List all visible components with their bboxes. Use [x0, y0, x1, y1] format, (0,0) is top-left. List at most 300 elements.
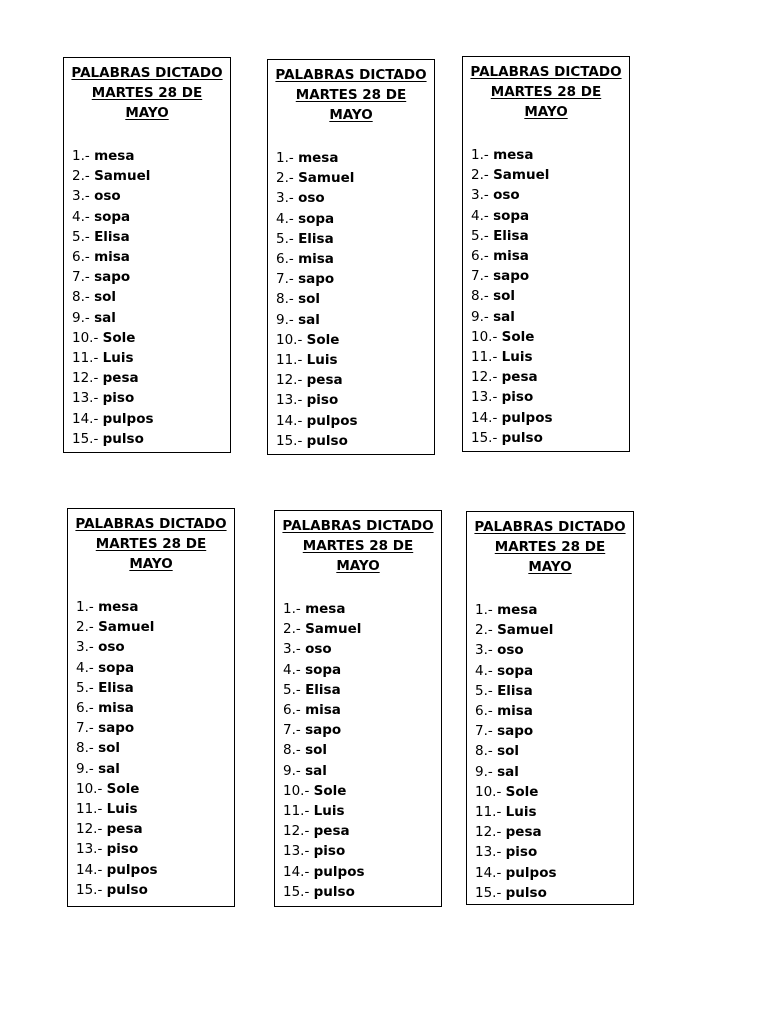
card-title-line-2: MARTES 28 DE [91, 85, 203, 101]
card-title-line-3: MAYO [329, 107, 373, 123]
item-number: 8.- [276, 291, 294, 308]
item-word: oso [305, 641, 332, 658]
item-number: 12.- [72, 370, 99, 387]
item-word: Elisa [497, 682, 533, 699]
list-item [76, 658, 158, 678]
item-word: pesa [102, 370, 139, 387]
item-word: pesa [106, 821, 143, 838]
list-item [76, 617, 158, 637]
item-number: 10.- [475, 783, 502, 800]
list-item [475, 701, 557, 721]
list-item [283, 761, 365, 781]
word-list [463, 145, 553, 448]
card-title [64, 58, 230, 123]
item-number: 4.- [475, 662, 493, 679]
list-item [72, 267, 154, 287]
item-number: 12.- [276, 372, 303, 389]
list-item [471, 367, 553, 387]
item-word: sol [305, 742, 327, 759]
item-number: 13.- [283, 843, 310, 860]
item-number: 3.- [76, 639, 94, 656]
item-word: oso [298, 190, 325, 207]
item-word: Luis [306, 352, 338, 369]
list-item [72, 328, 154, 348]
card-title-line-3: MAYO [336, 558, 380, 574]
list-item [283, 781, 365, 801]
dictation-card-4 [67, 508, 235, 907]
item-number: 1.- [72, 148, 90, 164]
list-item [276, 310, 358, 330]
list-item [471, 226, 553, 246]
item-word: sol [94, 289, 116, 306]
item-word: piso [501, 389, 534, 406]
item-number: 8.- [76, 740, 94, 757]
item-word: Sole [501, 328, 535, 345]
item-word: sapo [98, 720, 135, 737]
list-item [76, 779, 158, 799]
item-word: misa [94, 249, 130, 266]
list-item [475, 640, 557, 660]
card-title-line-2: MARTES 28 DE [302, 538, 414, 554]
item-word: sal [493, 308, 515, 325]
item-number: 13.- [72, 390, 99, 407]
item-number: 10.- [471, 328, 498, 345]
item-number: 7.- [475, 723, 493, 740]
item-number: 7.- [471, 268, 489, 285]
word-list [268, 148, 358, 451]
item-number: 12.- [283, 823, 310, 840]
item-word: oso [497, 642, 524, 659]
dictation-card-5 [274, 510, 442, 907]
item-number: 6.- [276, 251, 294, 268]
item-word: pulso [306, 432, 348, 449]
item-word: oso [493, 187, 520, 204]
list-item [283, 660, 365, 680]
list-item [276, 269, 358, 289]
item-word: Sole [313, 782, 347, 799]
card-title-line-3: MAYO [528, 559, 572, 575]
list-item [76, 637, 158, 657]
list-item [475, 842, 557, 862]
list-item [475, 741, 557, 761]
list-item [471, 246, 553, 266]
item-number: 10.- [276, 331, 303, 348]
item-number: 2.- [72, 168, 90, 185]
item-number: 5.- [72, 228, 90, 245]
list-item [76, 597, 158, 617]
list-item [283, 801, 365, 821]
list-item [72, 388, 154, 408]
dictation-card-2 [267, 59, 435, 455]
item-word: Luis [505, 804, 537, 821]
item-number: 2.- [276, 170, 294, 187]
list-item [72, 287, 154, 307]
item-word: Samuel [493, 167, 550, 184]
list-item [276, 390, 358, 410]
word-list [64, 146, 154, 449]
item-number: 3.- [72, 188, 90, 205]
item-word: sopa [497, 662, 534, 679]
item-word: sopa [94, 208, 131, 225]
list-item [76, 678, 158, 698]
item-word: Samuel [98, 619, 155, 636]
item-word: pulpos [102, 410, 154, 427]
item-number: 3.- [475, 642, 493, 659]
list-item [471, 266, 553, 286]
item-word: oso [98, 639, 125, 656]
item-word: sol [98, 740, 120, 757]
item-word: mesa [493, 147, 534, 163]
list-item [283, 720, 365, 740]
item-word: Sole [102, 329, 136, 346]
card-title [275, 511, 441, 576]
item-number: 6.- [76, 700, 94, 717]
card-title-line-1: PALABRAS DICTADO [71, 65, 223, 81]
item-number: 5.- [283, 681, 301, 698]
item-word: misa [493, 248, 529, 265]
list-item [276, 330, 358, 350]
item-word: Luis [313, 803, 345, 820]
item-word: sapo [94, 269, 131, 286]
card-title-line-3: MAYO [129, 556, 173, 572]
item-number: 14.- [471, 409, 498, 426]
item-number: 2.- [475, 622, 493, 639]
item-word: mesa [94, 148, 135, 164]
item-word: piso [106, 841, 139, 858]
card-title-line-2: MARTES 28 DE [494, 539, 606, 555]
item-number: 4.- [276, 210, 294, 227]
item-number: 10.- [76, 780, 103, 797]
item-number: 1.- [475, 602, 493, 618]
list-item [471, 307, 553, 327]
list-item [471, 347, 553, 367]
item-word: pulso [501, 429, 543, 446]
item-number: 12.- [76, 821, 103, 838]
card-title [463, 57, 629, 122]
item-number: 1.- [76, 599, 94, 615]
item-word: sopa [98, 659, 135, 676]
item-word: misa [98, 700, 134, 717]
item-number: 6.- [283, 702, 301, 719]
item-word: pulpos [306, 412, 358, 429]
item-word: oso [94, 188, 121, 205]
list-item [76, 799, 158, 819]
card-title-line-1: PALABRAS DICTADO [275, 67, 427, 83]
list-item [475, 620, 557, 640]
item-number: 9.- [276, 311, 294, 328]
list-item [475, 822, 557, 842]
item-word: pesa [306, 372, 343, 389]
item-word: misa [298, 251, 334, 268]
item-word: pulpos [505, 864, 557, 881]
item-word: Luis [501, 349, 533, 366]
card-title [68, 509, 234, 574]
item-word: sopa [298, 210, 335, 227]
list-item [475, 782, 557, 802]
item-number: 5.- [471, 227, 489, 244]
item-word: piso [313, 843, 346, 860]
item-word: sapo [305, 722, 342, 739]
item-number: 10.- [72, 329, 99, 346]
list-item [72, 227, 154, 247]
card-title-line-1: PALABRAS DICTADO [282, 518, 434, 534]
item-number: 14.- [276, 412, 303, 429]
item-word: mesa [98, 599, 139, 615]
item-number: 15.- [276, 432, 303, 449]
item-word: pesa [505, 824, 542, 841]
item-word: piso [505, 844, 538, 861]
list-item [283, 841, 365, 861]
item-number: 6.- [475, 703, 493, 720]
item-word: sal [305, 762, 327, 779]
item-number: 14.- [72, 410, 99, 427]
list-item [471, 165, 553, 185]
dictation-card-1 [63, 57, 231, 453]
list-item [276, 370, 358, 390]
list-item [475, 600, 557, 620]
list-item [475, 802, 557, 822]
list-item [475, 681, 557, 701]
item-number: 5.- [475, 682, 493, 699]
item-word: sol [298, 291, 320, 308]
word-list [68, 597, 158, 900]
list-item [76, 759, 158, 779]
item-number: 4.- [76, 659, 94, 676]
item-number: 5.- [76, 679, 94, 696]
list-item [283, 700, 365, 720]
item-word: Sole [505, 783, 539, 800]
item-word: pulso [106, 881, 148, 898]
item-number: 12.- [471, 369, 498, 386]
list-item [276, 431, 358, 451]
item-number: 9.- [283, 762, 301, 779]
list-item [76, 698, 158, 718]
item-number: 3.- [471, 187, 489, 204]
list-item [72, 409, 154, 429]
item-word: sapo [497, 723, 534, 740]
list-item [475, 661, 557, 681]
item-number: 14.- [475, 864, 502, 881]
item-number: 6.- [471, 248, 489, 265]
item-number: 6.- [72, 249, 90, 266]
word-list [467, 600, 557, 903]
item-word: piso [102, 390, 135, 407]
list-item [276, 289, 358, 309]
item-number: 15.- [72, 430, 99, 447]
card-title-line-2: MARTES 28 DE [295, 87, 407, 103]
item-word: mesa [305, 601, 346, 617]
list-item [276, 209, 358, 229]
item-number: 4.- [283, 661, 301, 678]
item-number: 13.- [471, 389, 498, 406]
list-item [283, 619, 365, 639]
item-number: 14.- [76, 861, 103, 878]
item-word: sol [497, 743, 519, 760]
item-number: 1.- [471, 147, 489, 163]
item-number: 9.- [76, 760, 94, 777]
item-word: Elisa [298, 230, 334, 247]
item-number: 11.- [276, 352, 303, 369]
list-item [471, 185, 553, 205]
item-word: pulpos [313, 863, 365, 880]
item-number: 15.- [283, 883, 310, 900]
list-item [283, 862, 365, 882]
item-number: 14.- [283, 863, 310, 880]
dictation-card-3 [462, 56, 630, 452]
list-item [72, 429, 154, 449]
item-number: 9.- [471, 308, 489, 325]
list-item [72, 247, 154, 267]
item-number: 3.- [276, 190, 294, 207]
list-item [72, 207, 154, 227]
item-number: 8.- [475, 743, 493, 760]
list-item [276, 229, 358, 249]
card-title-line-1: PALABRAS DICTADO [474, 519, 626, 535]
item-number: 7.- [283, 722, 301, 739]
item-word: sapo [298, 271, 335, 288]
item-word: misa [305, 702, 341, 719]
word-list [275, 599, 365, 902]
item-number: 7.- [276, 271, 294, 288]
item-word: Elisa [305, 681, 341, 698]
item-number: 13.- [76, 841, 103, 858]
list-item [283, 599, 365, 619]
item-word: Samuel [94, 168, 151, 185]
list-item [72, 308, 154, 328]
list-item [76, 839, 158, 859]
list-item [475, 762, 557, 782]
item-number: 11.- [76, 801, 103, 818]
item-number: 4.- [471, 207, 489, 224]
item-number: 15.- [76, 881, 103, 898]
list-item [72, 368, 154, 388]
item-number: 10.- [283, 782, 310, 799]
item-number: 15.- [471, 429, 498, 446]
item-word: pesa [501, 369, 538, 386]
item-number: 3.- [283, 641, 301, 658]
item-word: pesa [313, 823, 350, 840]
item-word: Luis [102, 350, 134, 367]
item-number: 11.- [283, 803, 310, 820]
list-item [471, 327, 553, 347]
item-number: 8.- [283, 742, 301, 759]
item-number: 15.- [475, 884, 502, 901]
list-item [471, 387, 553, 407]
list-item [471, 408, 553, 428]
list-item [76, 860, 158, 880]
list-item [475, 883, 557, 903]
list-item [76, 880, 158, 900]
item-word: pulpos [106, 861, 158, 878]
list-item [276, 148, 358, 168]
item-number: 4.- [72, 208, 90, 225]
item-word: sol [493, 288, 515, 305]
list-item [475, 863, 557, 883]
item-word: mesa [497, 602, 538, 618]
list-item [72, 146, 154, 166]
list-item [471, 428, 553, 448]
list-item [276, 350, 358, 370]
card-title-line-1: PALABRAS DICTADO [470, 64, 622, 80]
card-title [268, 60, 434, 125]
card-title-line-3: MAYO [524, 104, 568, 120]
item-number: 8.- [72, 289, 90, 306]
item-number: 11.- [475, 804, 502, 821]
list-item [283, 740, 365, 760]
item-word: Sole [306, 331, 340, 348]
item-word: Elisa [94, 228, 130, 245]
item-word: sopa [305, 661, 342, 678]
list-item [72, 348, 154, 368]
item-word: Samuel [298, 170, 355, 187]
item-word: Samuel [305, 621, 362, 638]
list-item [283, 680, 365, 700]
list-item [475, 721, 557, 741]
list-item [283, 821, 365, 841]
item-word: pulso [505, 884, 547, 901]
list-item [76, 738, 158, 758]
card-title-line-3: MAYO [125, 105, 169, 121]
list-item [471, 145, 553, 165]
item-number: 2.- [471, 167, 489, 184]
list-item [471, 286, 553, 306]
dictation-card-6 [466, 511, 634, 905]
item-word: Elisa [493, 227, 529, 244]
list-item [283, 882, 365, 902]
card-title [467, 512, 633, 577]
item-number: 8.- [471, 288, 489, 305]
item-number: 13.- [276, 392, 303, 409]
item-word: pulso [102, 430, 144, 447]
item-number: 11.- [471, 349, 498, 366]
card-title-line-1: PALABRAS DICTADO [75, 516, 227, 532]
item-word: pulpos [501, 409, 553, 426]
item-number: 7.- [76, 720, 94, 737]
list-item [276, 188, 358, 208]
item-word: sal [298, 311, 320, 328]
item-number: 9.- [72, 309, 90, 326]
item-word: mesa [298, 150, 339, 166]
list-item [72, 166, 154, 186]
item-word: Luis [106, 801, 138, 818]
item-number: 7.- [72, 269, 90, 286]
list-item [72, 186, 154, 206]
item-number: 11.- [72, 350, 99, 367]
item-number: 2.- [283, 621, 301, 638]
item-word: sal [94, 309, 116, 326]
item-word: Sole [106, 780, 140, 797]
item-number: 9.- [475, 763, 493, 780]
list-item [276, 249, 358, 269]
item-number: 1.- [276, 150, 294, 166]
list-item [276, 411, 358, 431]
item-number: 13.- [475, 844, 502, 861]
item-word: sopa [493, 207, 530, 224]
item-number: 5.- [276, 230, 294, 247]
card-title-line-2: MARTES 28 DE [490, 84, 602, 100]
item-word: sapo [493, 268, 530, 285]
item-word: piso [306, 392, 339, 409]
item-number: 1.- [283, 601, 301, 617]
item-word: misa [497, 703, 533, 720]
item-word: Elisa [98, 679, 134, 696]
list-item [76, 819, 158, 839]
list-item [76, 718, 158, 738]
item-word: pulso [313, 883, 355, 900]
list-item [283, 639, 365, 659]
item-word: sal [98, 760, 120, 777]
item-number: 2.- [76, 619, 94, 636]
